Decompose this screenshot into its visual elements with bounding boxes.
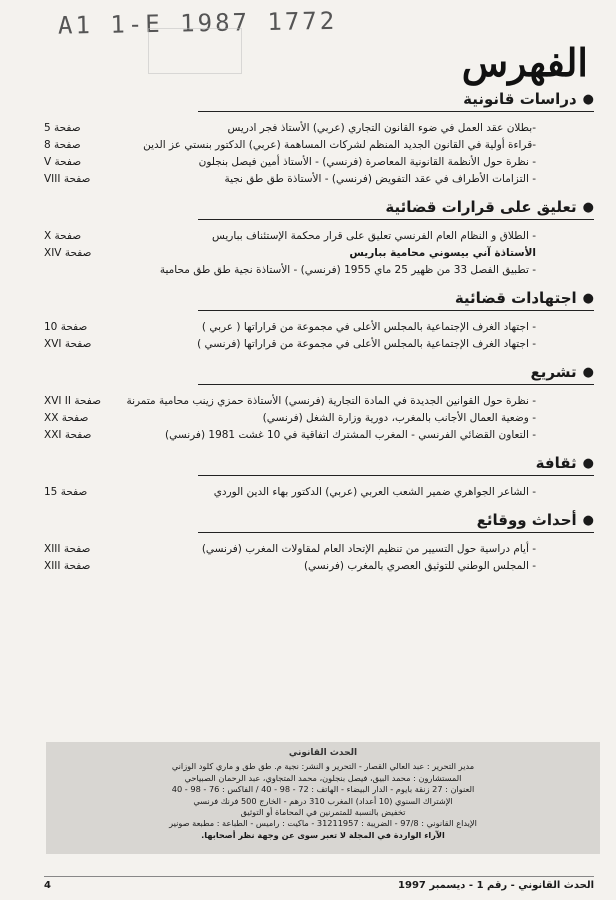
entry-page: صفحة XIV bbox=[44, 247, 92, 259]
entry-title: - الطلاق و النظام العام الفرنسي تعليق على قرار محكمة الإستئناف بباريس bbox=[211, 230, 536, 242]
toc-entry[interactable] bbox=[44, 171, 536, 188]
bullet-icon: ● bbox=[582, 199, 594, 215]
section-heading bbox=[198, 289, 594, 311]
section-title: تشريع bbox=[530, 363, 577, 381]
imprint-line: الإيداع القانوني : 97/8 - الضريبة : 31211957 - ماكيت : راميس - الطباعة : مطبعة صونير bbox=[169, 818, 477, 829]
imprint-line: الآراء الواردة في المجلة لا تعبر سوى عن وجهة نظر أصحابها. bbox=[201, 829, 445, 840]
page-footer bbox=[44, 876, 594, 891]
entry-page: صفحة 8 bbox=[44, 139, 81, 151]
section-title: ثقافة bbox=[535, 454, 577, 472]
entry-title: - أيام دراسية حول التسيير من تنظيم الإتحاد العام لمقاولات المغرب (فرنسي) bbox=[201, 543, 536, 555]
imprint-line: المستشارون : محمد البيق، فيصل بنجلون، محمد المتجاوي، عبد الرحمان الصبياحي bbox=[184, 772, 462, 783]
section-title: اجتهادات قضائية bbox=[454, 289, 577, 307]
entry-page: صفحة XX bbox=[44, 412, 89, 424]
section-heading bbox=[198, 90, 594, 112]
entry-page: صفحة XIII bbox=[44, 560, 91, 572]
entry-page: صفحة 10 bbox=[44, 321, 88, 333]
faded-stamp bbox=[148, 28, 242, 74]
toc-entry[interactable] bbox=[44, 410, 536, 427]
toc-entry[interactable] bbox=[44, 262, 536, 279]
imprint-line: الإشتراك السنوي (10 أعداد) المغرب 310 درهم - الخارج 500 فرنك فرنسي bbox=[193, 795, 453, 806]
entry-title: - نظرة حول الأنظمة القانونية المعاصرة (فرنسي) - الأستاذ أمين فيصل بنجلون bbox=[198, 156, 536, 168]
entry-page: صفحة XVI II bbox=[44, 395, 101, 407]
toc-entry[interactable] bbox=[44, 120, 536, 137]
section-legal-studies bbox=[44, 90, 594, 188]
entry-title: - المجلس الوطني للتوثيق العصري بالمغرب (فرنسي) bbox=[303, 560, 536, 572]
imprint-box bbox=[46, 742, 600, 854]
page-number: 4 bbox=[44, 880, 51, 891]
imprint-line: تخفيض بالنسبة للمتمرنين في المحاماة أو التوثيق bbox=[240, 807, 406, 818]
section-title: تعليق على قرارات قضائية bbox=[385, 198, 577, 216]
toc-entry[interactable] bbox=[44, 319, 536, 336]
toc-entry[interactable] bbox=[44, 541, 536, 558]
entry-page: صفحة 5 bbox=[44, 122, 81, 134]
table-of-contents bbox=[44, 90, 594, 585]
entry-title: - وضعية العمال الأجانب بالمغرب، دورية وزارة الشغل (فرنسي) bbox=[262, 412, 536, 424]
entry-page: صفحة X bbox=[44, 230, 82, 242]
entry-page: صفحة V bbox=[44, 156, 82, 168]
section-heading bbox=[198, 198, 594, 220]
section-jurisprudence bbox=[44, 289, 594, 353]
entry-page: صفحة VIII bbox=[44, 173, 91, 185]
page-title: الفهرس bbox=[461, 40, 588, 85]
entry-title: - نظرة حول القوانين الجديدة في المادة التجارية (فرنسي) الأستاذة حمزي زينب محامية متمرنة bbox=[126, 395, 536, 407]
toc-entry[interactable] bbox=[44, 137, 536, 154]
bullet-icon: ● bbox=[582, 290, 594, 306]
bullet-icon: ● bbox=[582, 512, 594, 528]
toc-entry[interactable] bbox=[44, 393, 536, 410]
toc-entry[interactable] bbox=[44, 245, 536, 262]
bullet-icon: ● bbox=[582, 455, 594, 471]
entry-page: صفحة 15 bbox=[44, 486, 88, 498]
entry-page: صفحة XVI bbox=[44, 338, 92, 350]
section-case-commentary bbox=[44, 198, 594, 279]
section-legislation bbox=[44, 363, 594, 444]
footer-issue-info: الحدث القانوني - رقم 1 - ديسمبر 1997 bbox=[398, 880, 594, 891]
entry-title: - اجتهاد الغرف الإجتماعية بالمجلس الأعلى في مجموعة من قراراتها ( عربي ) bbox=[201, 321, 536, 333]
section-heading bbox=[198, 454, 594, 476]
entry-title: - الشاعر الجواهري ضمير الشعب العربي (عربي) الدكتور بهاء الدين الوردي bbox=[213, 486, 536, 498]
entry-page: صفحة XXI bbox=[44, 429, 92, 441]
entry-title: الأستاذة آني بيسوني محامية بباريس bbox=[349, 247, 536, 259]
section-title: دراسات قانونية bbox=[463, 90, 577, 108]
entry-title: -قراءة أولية في القانون الجديد المنظم لشركات المساهمة (عربي) الدكتور بنستي عز الدين bbox=[143, 139, 536, 151]
imprint-title: الحدث القانوني bbox=[288, 748, 358, 758]
toc-entry[interactable] bbox=[44, 228, 536, 245]
imprint-line: مدير التحرير : عبد العالي القصار - التحرير و النشر: نجية م. طق طق و ماري كلود الوزاني bbox=[171, 761, 475, 772]
section-heading bbox=[198, 511, 594, 533]
bullet-icon: ● bbox=[582, 364, 594, 380]
entry-title: - التعاون القضائي الفرنسي - المغرب المشترك اتفاقية في 10 غشت 1981 (فرنسي) bbox=[165, 429, 536, 441]
section-heading bbox=[198, 363, 594, 385]
entry-title: - اجتهاد الغرف الإجتماعية بالمجلس الأعلى في مجموعة من قراراتها (فرنسي ) bbox=[197, 338, 536, 350]
handwritten-archive-note: A1 1-E 1987 1772 bbox=[57, 6, 338, 40]
toc-entry[interactable] bbox=[44, 154, 536, 171]
entry-title: - تطبيق الفصل 33 من ظهير 25 ماي 1955 (فرنسي) - الأستاذة نجية طق طق محامية bbox=[159, 264, 536, 276]
entry-page: صفحة XIII bbox=[44, 543, 91, 555]
bullet-icon: ● bbox=[582, 91, 594, 107]
section-culture bbox=[44, 454, 594, 501]
entry-title: - التزامات الأطراف في عقد التفويض (فرنسي) - الأستاذة طق طق نجية bbox=[224, 173, 536, 185]
toc-entry[interactable] bbox=[44, 336, 536, 353]
toc-entry[interactable] bbox=[44, 558, 536, 575]
toc-entry[interactable] bbox=[44, 427, 536, 444]
section-title: أحداث ووقائع bbox=[476, 511, 577, 529]
entry-title: -بطلان عقد العمل في ضوء القانون التجاري (عربي) الأستاذ فجر ادريس bbox=[227, 122, 536, 134]
section-events bbox=[44, 511, 594, 575]
toc-entry[interactable] bbox=[44, 484, 536, 501]
imprint-line: العنوان : 27 زنقة بايوم - الدار البيضاء - الهاتف : 72 - 98 - 40 / الفاكس : 76 - 98 - 40 bbox=[171, 784, 475, 795]
